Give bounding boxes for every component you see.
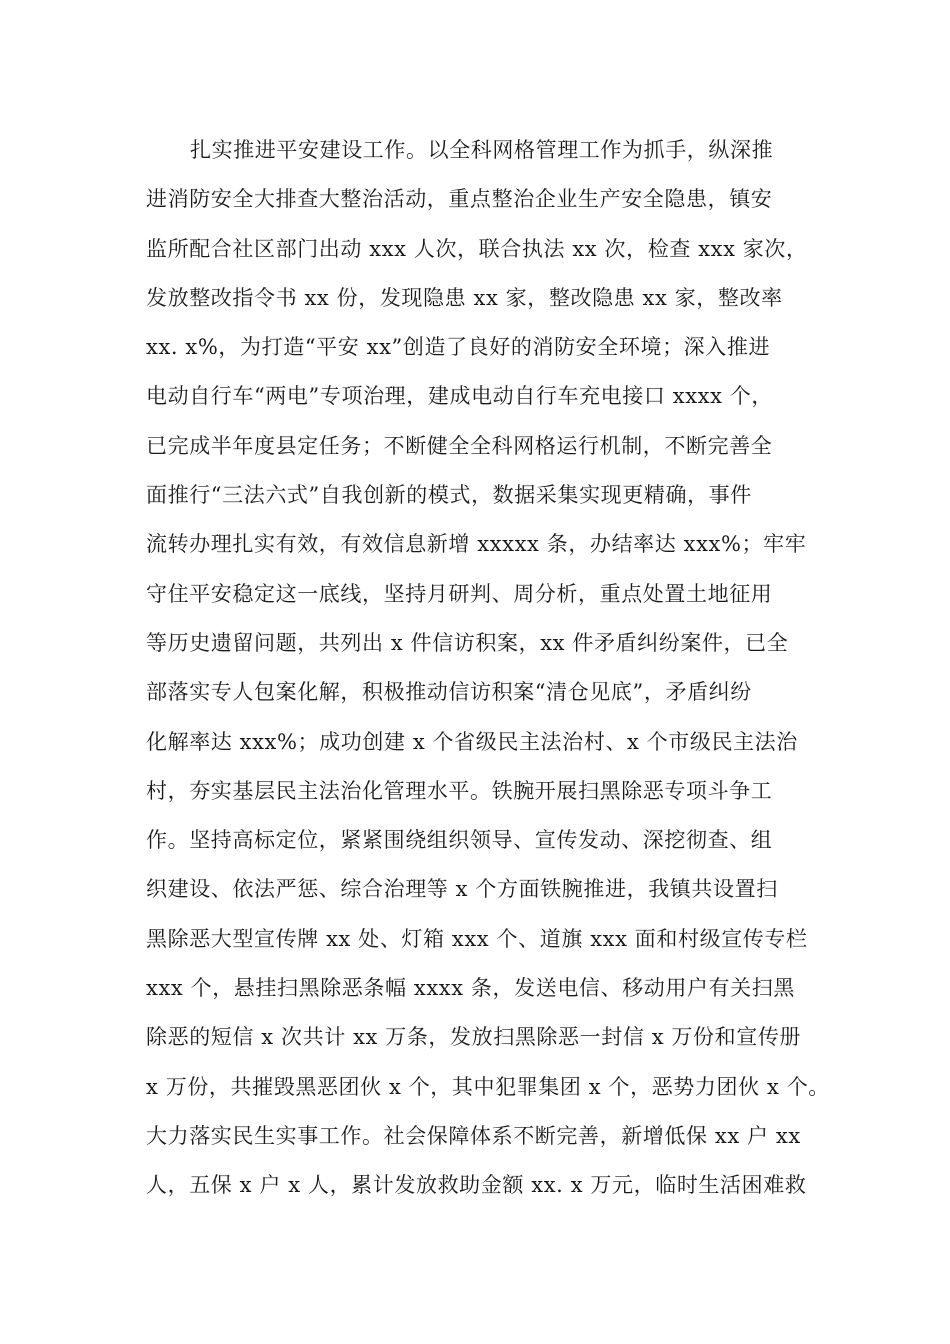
text-line: 发放整改指令书 xx 份，发现隐患 xx 家，整改隐患 xx 家，整改率 bbox=[146, 285, 783, 310]
text-line: 等历史遗留问题，共列出 x 件信访积案，xx 件矛盾纠纷案件，已全 bbox=[146, 630, 789, 655]
text-line: 除恶的短信 x 次共计 xx 万条，发放扫黑除恶一封信 x 万份和宣传册 bbox=[146, 1025, 802, 1050]
text-line: x 万份，共摧毁黑恶团伙 x 个，其中犯罪集团 x 个，恶势力团伙 x 个。 bbox=[146, 1074, 830, 1099]
text-line: 作。坚持高标定位，紧紧围绕组织领导、宣传发动、深挖彻查、组 bbox=[146, 828, 773, 853]
text-line: 流转办理扎实有效，有效信息新增 xxxxx 条，办结率达 xxx%；牢牢 bbox=[146, 532, 807, 557]
text-line: 电动自行车“两电”专项治理，建成电动自行车充电接口 xxxx 个， bbox=[146, 384, 773, 409]
text-line: 部落实专人包案化解，积极推动信访积案“清仓见底”，矛盾纠纷 bbox=[146, 680, 752, 705]
text-line: 扎实推进平安建设工作。以全科网格管理工作为抓手，纵深推 bbox=[190, 138, 774, 162]
text-line: xxx 个，悬挂扫黑除恶条幅 xxxx 条，发送电信、移动用户有关扫黑 bbox=[146, 976, 795, 1001]
text-line: 织建设、依法严惩、综合治理等 x 个方面铁腕推进，我镇共设置扫 bbox=[146, 877, 778, 902]
text-line: 守住平安稳定这一底线，坚持月研判、周分析，重点处置土地征用 bbox=[146, 581, 773, 606]
text-line: 人，五保 x 户 x 人，累计发放救助金额 xx. x 万元，临时生活困难救 bbox=[146, 1173, 807, 1198]
text-line: 黑除恶大型宣传牌 xx 处、灯箱 xxx 个、道旗 xxx 面和村级宣传专栏 bbox=[146, 926, 808, 951]
text-line: xx. x%，为打造“平安 xx”创造了良好的消防安全环境；深入推进 bbox=[146, 335, 771, 360]
text-line: 村，夯实基层民主法治化管理水平。铁腕开展扫黑除恶专项斗争工 bbox=[146, 778, 773, 803]
text-line: 面推行“三法六式”自我创新的模式，数据采集实现更精确，事件 bbox=[146, 483, 752, 508]
text-line: 监所配合社区部门出动 xxx 人次，联合执法 xx 次，检查 xxx 家次， bbox=[146, 236, 808, 261]
text-line: 进消防安全大排查大整治活动，重点整治企业生产安全隐患，镇安 bbox=[146, 187, 773, 212]
body-paragraph bbox=[146, 126, 830, 1211]
text-line: 化解率达 xxx%；成功创建 x 个省级民主法治村、x 个市级民主法治 bbox=[146, 729, 798, 754]
text-line: 已完成半年度县定任务；不断健全全科网格运行机制，不断完善全 bbox=[146, 433, 773, 458]
text-line: 大力落实民生实事工作。社会保障体系不断完善，新增低保 xx 户 xx bbox=[146, 1123, 801, 1148]
